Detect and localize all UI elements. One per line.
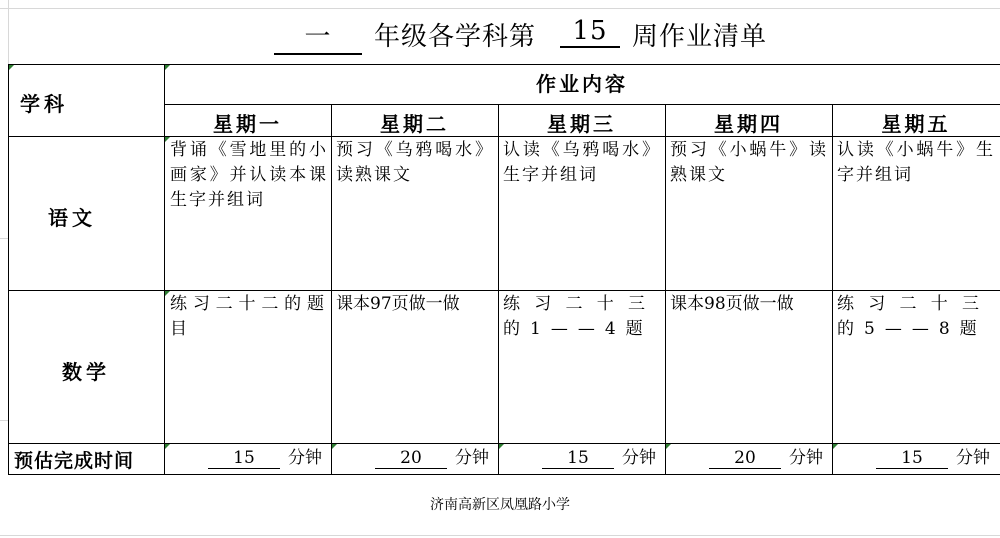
grid-line <box>0 238 8 239</box>
time-value: 20 <box>375 448 447 469</box>
time-unit: 分钟 <box>622 448 656 468</box>
school-name: 济南高新区凤凰路小学 <box>430 497 570 513</box>
math-mon: 练习二十二的题目 <box>170 294 328 339</box>
cell-marker <box>833 444 838 449</box>
table-line <box>331 104 332 474</box>
math-fri: 练习二十三的5——8题 <box>837 294 989 339</box>
chinese-mon: 背诵《雪地里的小画家》并认读本课生字并组词 <box>170 140 328 210</box>
chinese-thu: 预习《小蜗牛》读熟课文 <box>670 140 828 185</box>
time-label: 预估完成时间 <box>14 450 135 472</box>
grid-line <box>0 8 1000 9</box>
time-value: 20 <box>709 448 781 469</box>
subject-chinese: 语文 <box>48 206 96 230</box>
chinese-wed: 认读《乌鸦喝水》生字并组词 <box>503 140 661 185</box>
day-header-fri: 星期五 <box>881 112 951 136</box>
grid-line <box>0 535 1000 536</box>
title-text-before: 年级各学科第 <box>374 22 537 52</box>
time-unit: 分钟 <box>455 448 489 468</box>
time-value: 15 <box>208 448 280 469</box>
time-value: 15 <box>542 448 614 469</box>
cell-marker <box>332 444 337 449</box>
time-mon <box>208 445 322 471</box>
chinese-tue: 预习《乌鸦喝水》读熟课文 <box>336 140 494 185</box>
cell-marker <box>165 444 170 449</box>
time-value: 15 <box>876 448 948 469</box>
time-unit: 分钟 <box>956 448 990 468</box>
grid-line <box>0 420 8 421</box>
table-line <box>8 474 1000 475</box>
cell-marker <box>499 444 504 449</box>
header-content: 作业内容 <box>536 72 628 96</box>
time-unit: 分钟 <box>288 448 322 468</box>
day-header-tue: 星期二 <box>380 112 449 136</box>
table-line <box>498 104 499 474</box>
table-border-top <box>8 64 1000 65</box>
cell-marker <box>9 65 14 70</box>
time-thu <box>709 445 823 471</box>
title-text-after: 周作业清单 <box>632 22 768 52</box>
day-header-thu: 星期四 <box>714 112 783 136</box>
header-subject: 学科 <box>20 92 68 116</box>
day-header-mon: 星期一 <box>213 112 282 136</box>
table-line <box>164 104 1000 105</box>
table-line <box>665 104 666 474</box>
math-tue: 课本97页做一做 <box>336 294 460 314</box>
table-line <box>832 104 833 474</box>
table-line <box>8 443 1000 444</box>
time-tue <box>375 445 489 471</box>
time-wed <box>542 445 656 471</box>
grade-value: 一 <box>274 16 362 55</box>
week-value: 15 <box>560 16 620 48</box>
time-fri <box>876 445 990 471</box>
table-line <box>8 290 1000 291</box>
chinese-fri: 认读《小蜗牛》生字并组词 <box>837 140 995 185</box>
day-header-wed: 星期三 <box>547 112 616 136</box>
time-unit: 分钟 <box>789 448 823 468</box>
table-border-left <box>8 64 9 474</box>
cell-marker <box>666 444 671 449</box>
page-title <box>0 16 1000 56</box>
subject-math: 数学 <box>62 360 110 384</box>
math-wed: 练习二十三的1——4题 <box>503 294 655 339</box>
math-thu: 课本98页做一做 <box>670 294 794 314</box>
